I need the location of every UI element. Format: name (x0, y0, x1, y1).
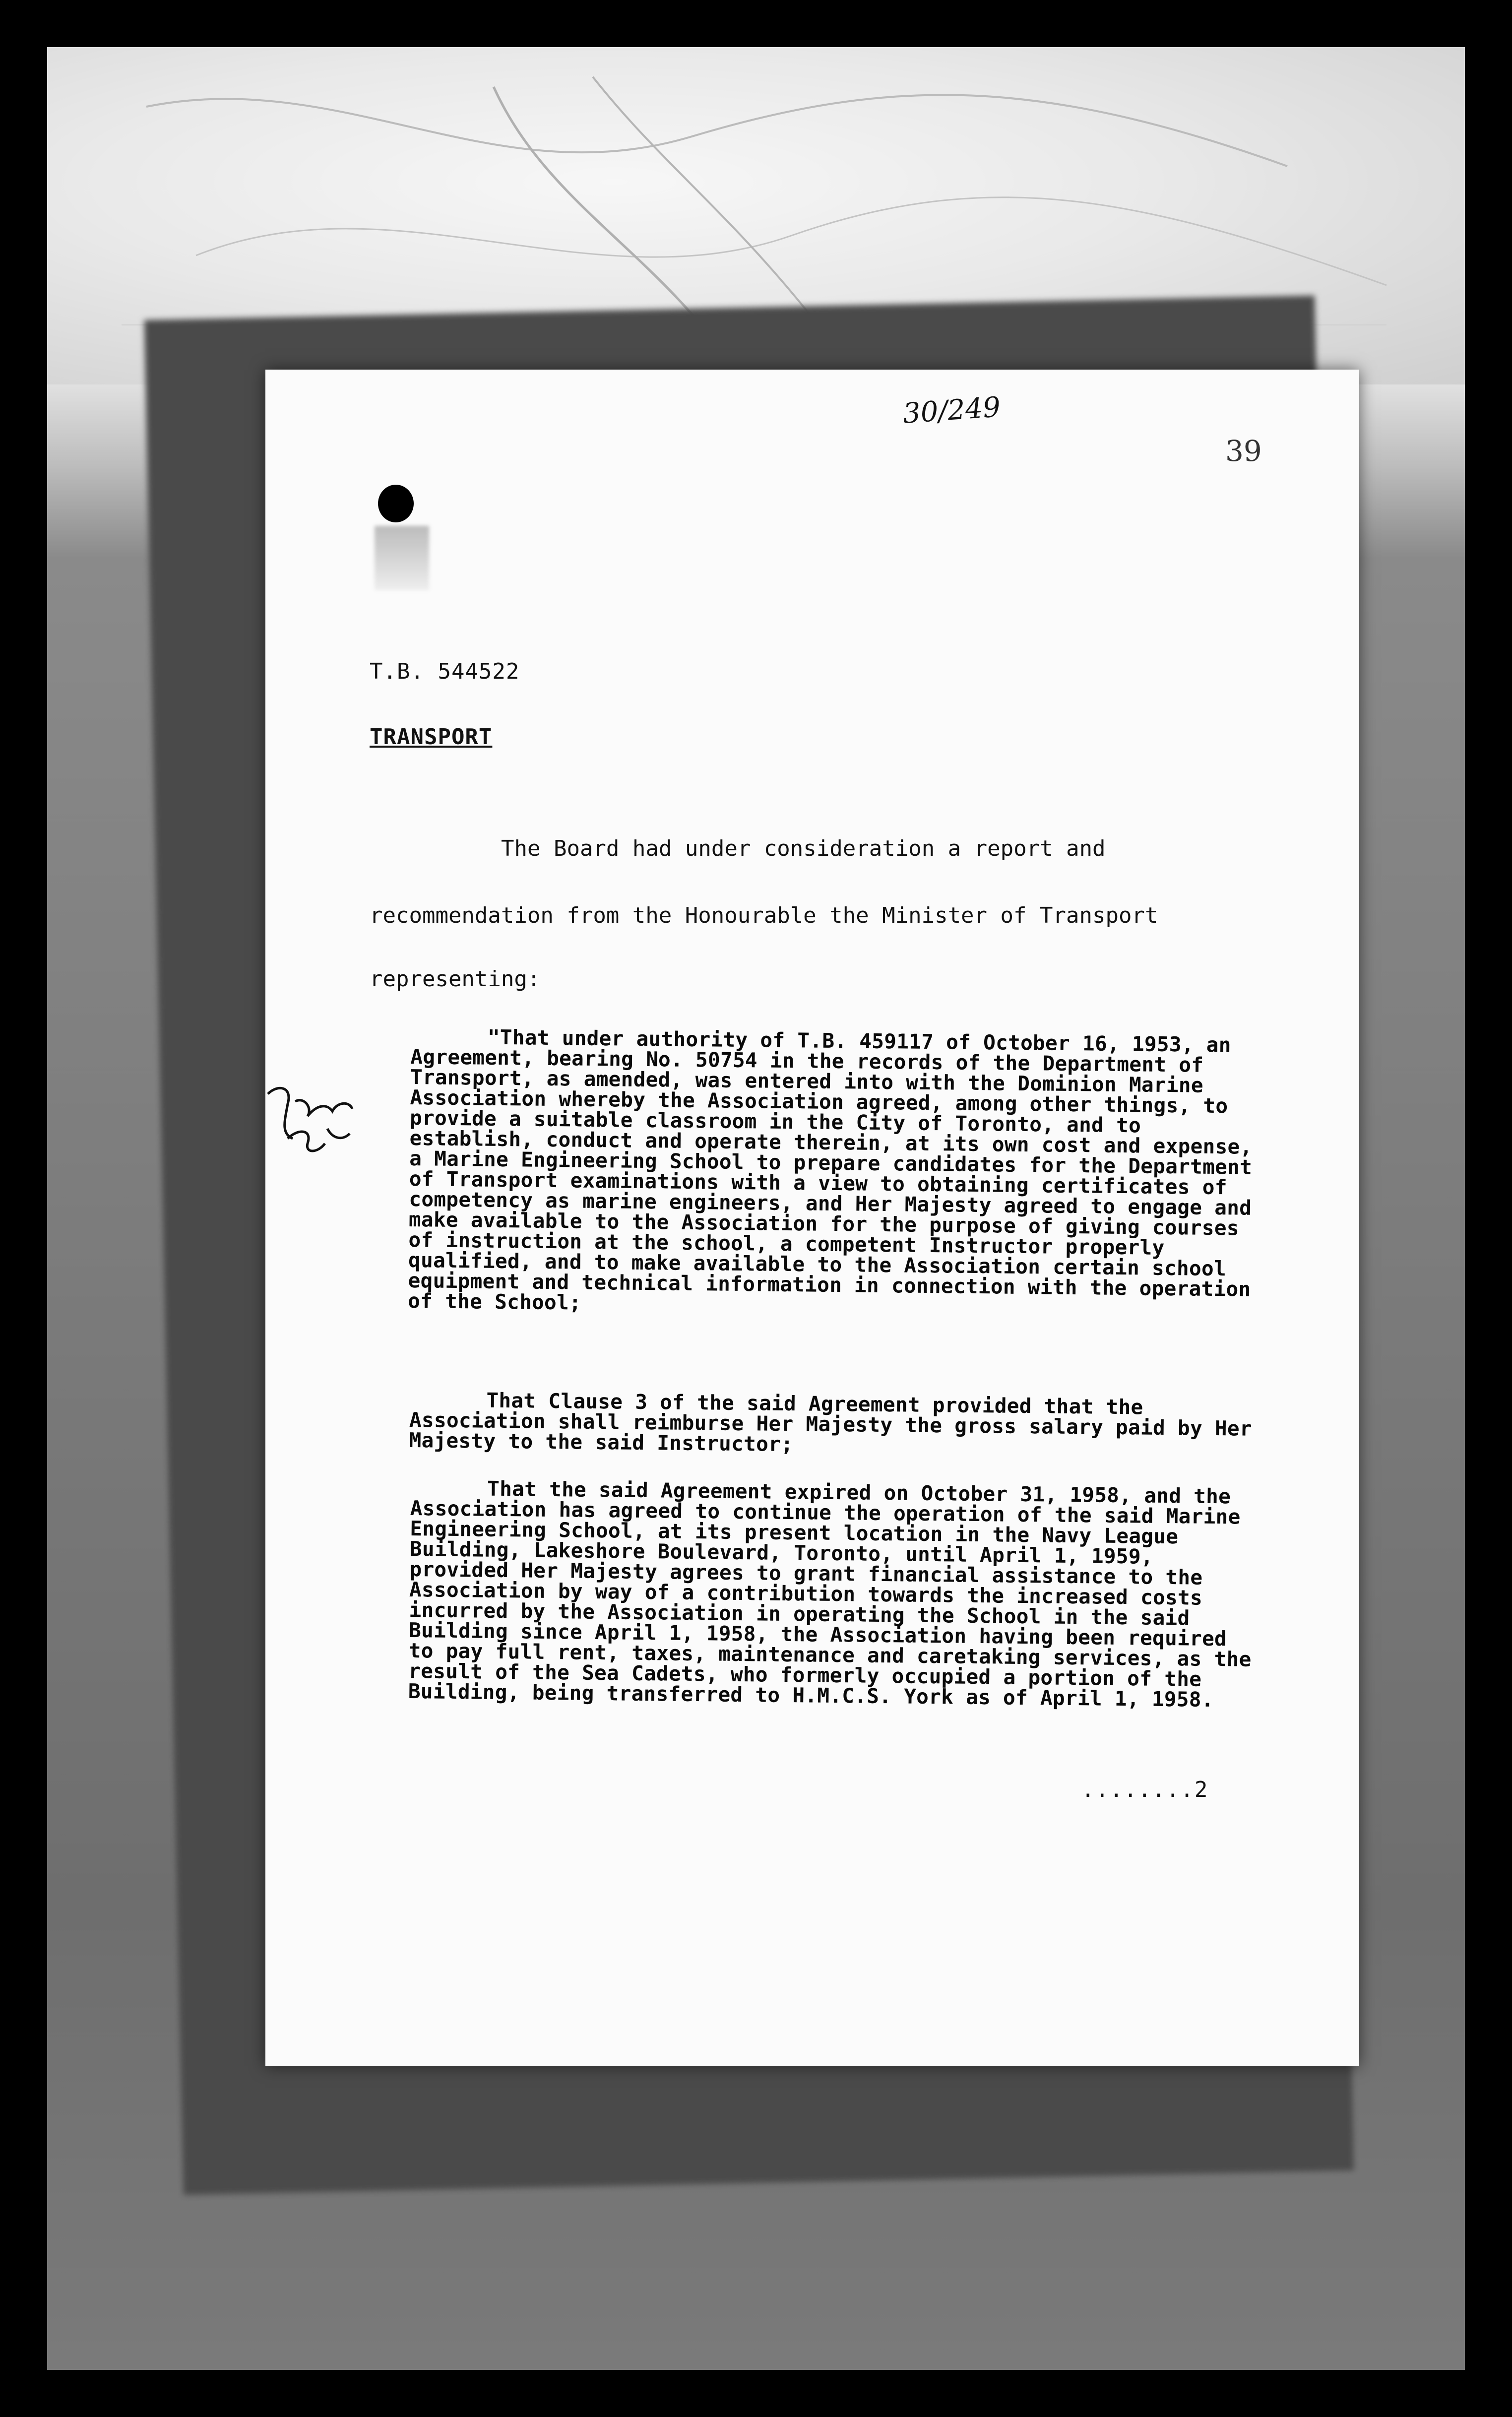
paragraph-expiry: That the said Agreement expired on October 31, 1958, and the Association has agreed to continue the operation of the said Marine Engineering School, at its present location in the Navy League Building, Lakeshore Boulevard, Toronto, until April 1, 1959, provided Her Majesty agrees to grant financial assistance to the Association by way of a contribution towards the increased costs incurred by the Association in operating the School in the said Building since April 1, 1958, the Association having been required to pay full rent, taxes, maintenance and caretaking services, as the result of the Sea Cadets, who formerly occupied a portion of the Building, being transferred to H.M.C.S. York as of April 1, 1958. (408, 1476, 1252, 1712)
handwritten-folio: 30/249 (901, 391, 1002, 430)
paragraph-agreement: "That under authority of T.B. 459117 of October 16, 1953, an Agreement, bearing No. 50754 in the records of the Department of Transport, as amended, was entered into with the Dominion Marine Association whereby the Association agreed, among other things, to provide a suitable classroom in the City of Toronto, and to establish, conduct and operate therein, at its own cost and expense, a Marine Engineering School to prepare candidates for the Department of Transport examinations with a view to obtaining certificates of competency as marine engineers, and Her Majesty agreed to engage and make available to the Association for the purpose of giving courses of instruction at the school, a competent Instructor properly qualified, and to make available to the Association certain school equipment and technical information in connection with the operation of the School; (408, 1025, 1253, 1315)
punch-hole (378, 485, 414, 522)
department-heading: TRANSPORT (370, 724, 493, 750)
continuation-marker: ........2 (1081, 1777, 1209, 1802)
intro-line-1: The Board had under consideration a report and (501, 836, 1106, 861)
treasury-board-number: T.B. 544522 (370, 659, 520, 684)
quote-block-clause (409, 1390, 1260, 1460)
smudge-mark (375, 526, 429, 590)
page-number: 39 (1225, 434, 1262, 468)
handwritten-margin-note (258, 1074, 357, 1158)
quote-block (408, 1026, 1261, 1320)
quote-block-expiry (408, 1478, 1261, 1711)
intro-line-2: recommendation from the Honourable the Minister of Transport (370, 903, 1158, 928)
intro-line-3: representing: (370, 966, 541, 992)
paragraph-clause-3: That Clause 3 of the said Agreement provided that the Association shall reimburse Her Majesty the gross salary paid by Her Majesty to the said Instructor; (409, 1388, 1253, 1457)
